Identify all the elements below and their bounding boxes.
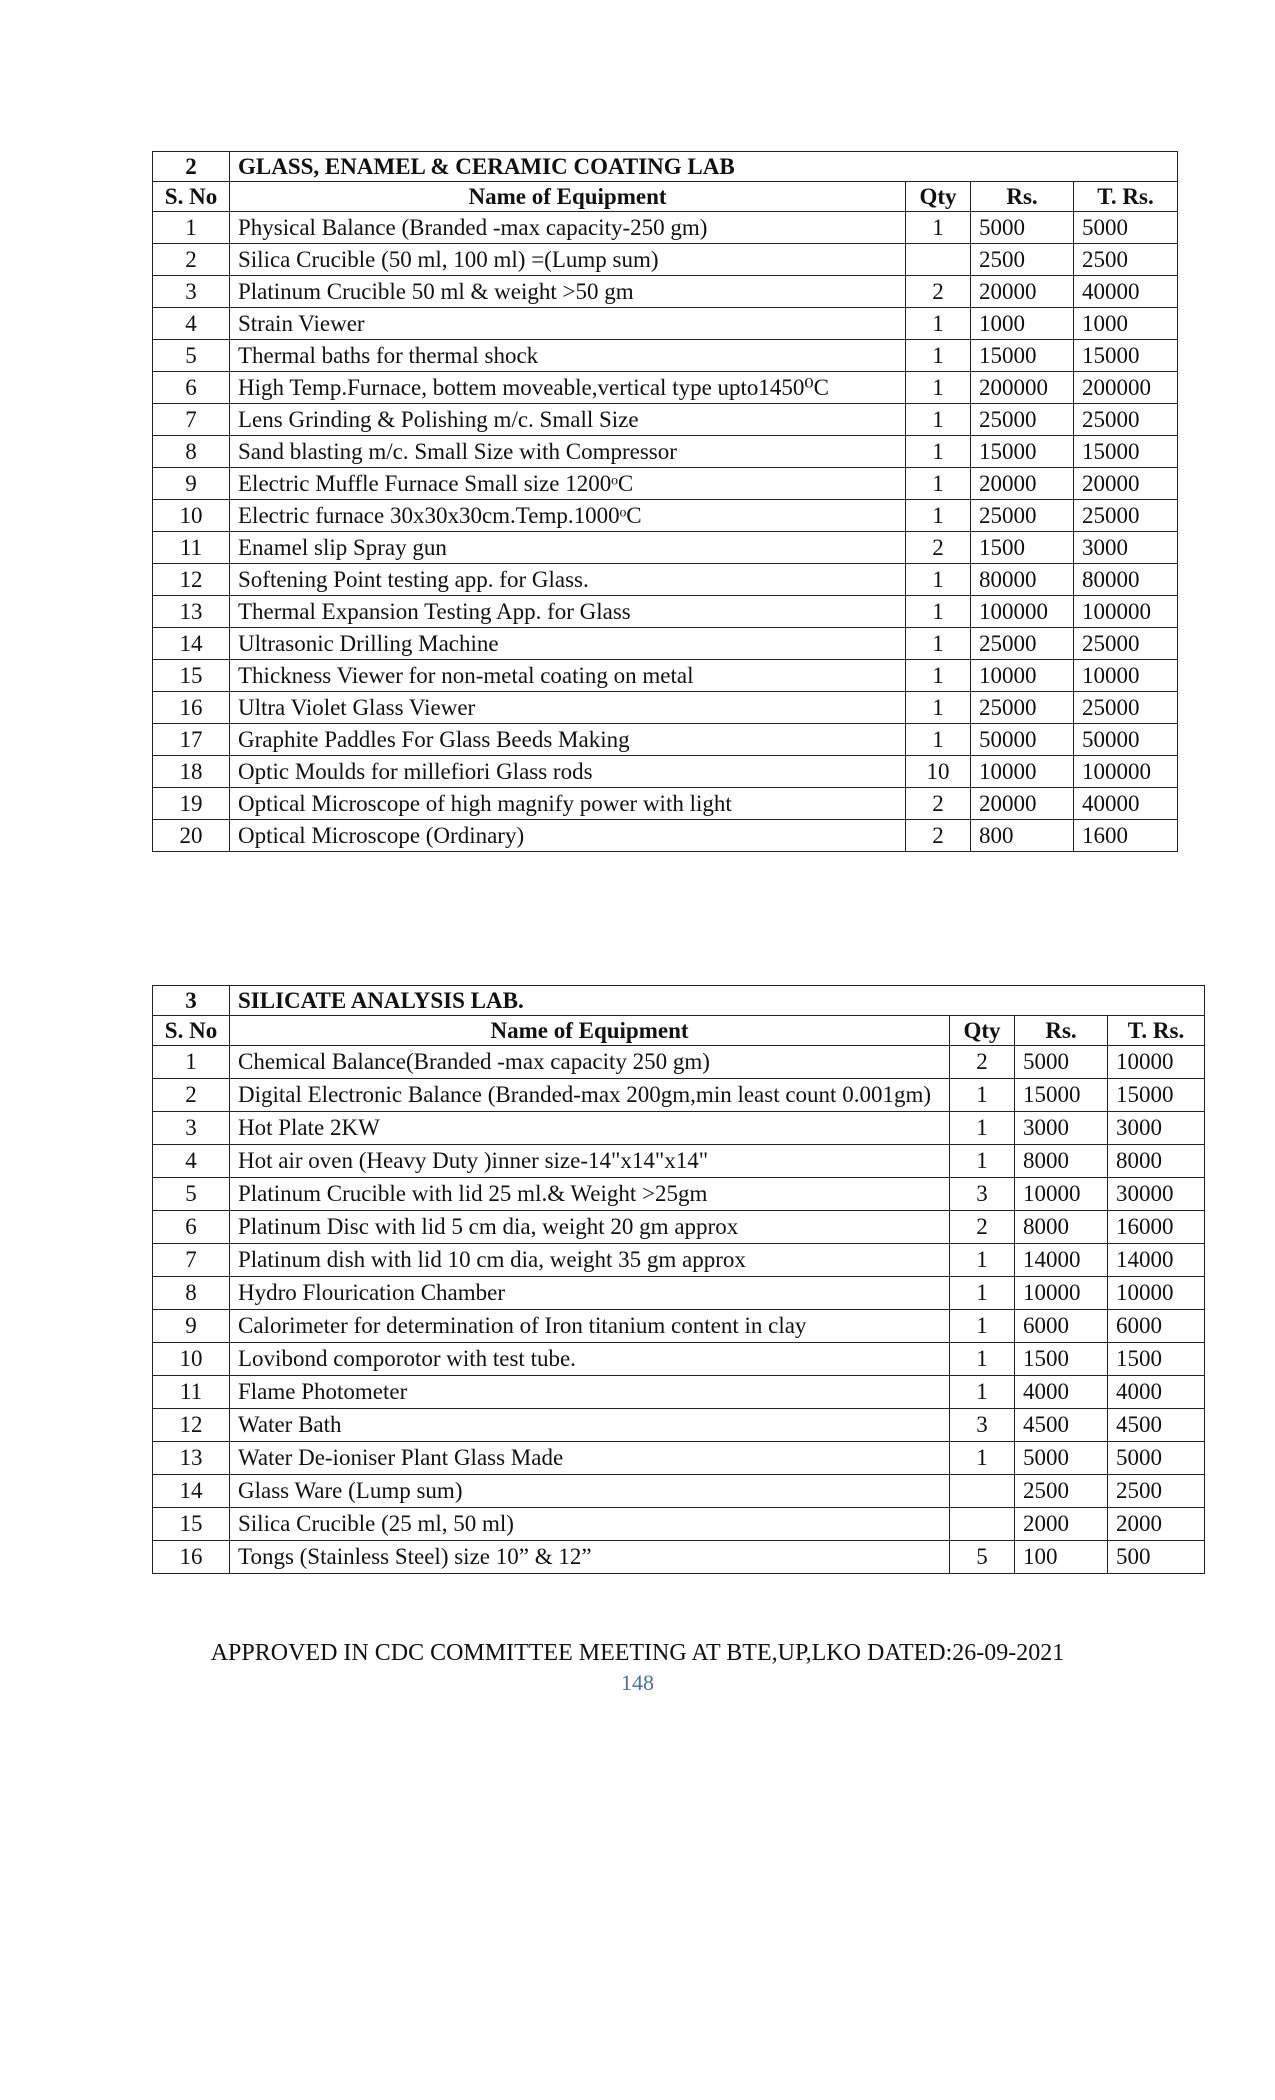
cell-sno: 2 — [153, 1079, 230, 1112]
cell-qty: 1 — [950, 1376, 1015, 1409]
cell-total: 14000 — [1108, 1244, 1205, 1277]
cell-total: 2000 — [1108, 1508, 1205, 1541]
cell-equipment-name: Electric furnace 30x30x30cm.Temp.1000ᵒC — [230, 500, 906, 532]
cell-sno: 1 — [153, 212, 230, 244]
cell-equipment-name: Hot Plate 2KW — [230, 1112, 950, 1145]
section-number: 3 — [153, 986, 230, 1016]
cell-equipment-name: Softening Point testing app. for Glass. — [230, 564, 906, 596]
cell-equipment-name: Platinum Crucible 50 ml & weight >50 gm — [230, 276, 906, 308]
cell-qty: 1 — [906, 404, 971, 436]
cell-total: 1600 — [1074, 820, 1178, 852]
cell-equipment-name: Thickness Viewer for non-metal coating on metal — [230, 660, 906, 692]
cell-equipment-name: Thermal baths for thermal shock — [230, 340, 906, 372]
cell-rate: 200000 — [971, 372, 1074, 404]
cell-equipment-name: High Temp.Furnace, bottem moveable,vertical type upto1450⁰C — [230, 372, 906, 404]
header-sno: S. No — [153, 1016, 230, 1046]
cell-qty: 1 — [906, 212, 971, 244]
cell-rate: 80000 — [971, 564, 1074, 596]
table-row — [153, 756, 1178, 788]
cell-equipment-name: Platinum dish with lid 10 cm dia, weight 35 gm approx — [230, 1244, 950, 1277]
table-row — [153, 1310, 1205, 1343]
cell-sno: 15 — [153, 660, 230, 692]
cell-qty: 1 — [906, 660, 971, 692]
cell-rate: 2500 — [971, 244, 1074, 276]
cell-sno: 7 — [153, 1244, 230, 1277]
cell-rate: 14000 — [1015, 1244, 1108, 1277]
cell-sno: 9 — [153, 1310, 230, 1343]
cell-rate: 10000 — [971, 756, 1074, 788]
cell-total: 500 — [1108, 1541, 1205, 1574]
cell-qty: 1 — [906, 436, 971, 468]
cell-qty: 1 — [906, 308, 971, 340]
cell-rate: 10000 — [1015, 1277, 1108, 1310]
cell-sno: 8 — [153, 436, 230, 468]
cell-qty — [906, 244, 971, 276]
cell-rate: 800 — [971, 820, 1074, 852]
section-title-row — [153, 986, 1205, 1016]
table-row — [153, 820, 1178, 852]
table-row — [153, 724, 1178, 756]
cell-equipment-name: Optic Moulds for millefiori Glass rods — [230, 756, 906, 788]
cell-qty: 1 — [906, 340, 971, 372]
cell-total: 3000 — [1074, 532, 1178, 564]
equipment-table-silicate-lab — [152, 985, 1205, 1574]
table-row — [153, 1079, 1205, 1112]
cell-total: 15000 — [1074, 436, 1178, 468]
cell-qty: 2 — [906, 532, 971, 564]
page-number: 148 — [621, 1670, 654, 1695]
table-row — [153, 276, 1178, 308]
cell-qty: 1 — [950, 1079, 1015, 1112]
cell-total: 4500 — [1108, 1409, 1205, 1442]
table-row — [153, 500, 1178, 532]
cell-rate: 1000 — [971, 308, 1074, 340]
cell-rate: 2000 — [1015, 1508, 1108, 1541]
cell-total: 16000 — [1108, 1211, 1205, 1244]
cell-rate: 25000 — [971, 404, 1074, 436]
cell-equipment-name: Lens Grinding & Polishing m/c. Small Size — [230, 404, 906, 436]
cell-equipment-name: Chemical Balance(Branded -max capacity 250 gm) — [230, 1046, 950, 1079]
cell-total: 40000 — [1074, 276, 1178, 308]
header-row — [153, 1016, 1205, 1046]
cell-total: 2500 — [1108, 1475, 1205, 1508]
cell-equipment-name: Graphite Paddles For Glass Beeds Making — [230, 724, 906, 756]
cell-qty — [950, 1475, 1015, 1508]
cell-qty: 10 — [906, 756, 971, 788]
cell-sno: 12 — [153, 564, 230, 596]
table-row — [153, 564, 1178, 596]
table-row — [153, 308, 1178, 340]
cell-equipment-name: Calorimeter for determination of Iron titanium content in clay — [230, 1310, 950, 1343]
cell-sno: 6 — [153, 1211, 230, 1244]
header-name: Name of Equipment — [230, 1016, 950, 1046]
table-row — [153, 1541, 1205, 1574]
cell-sno: 10 — [153, 1343, 230, 1376]
cell-rate: 10000 — [971, 660, 1074, 692]
cell-sno: 11 — [153, 1376, 230, 1409]
cell-equipment-name: Enamel slip Spray gun — [230, 532, 906, 564]
cell-rate: 8000 — [1015, 1145, 1108, 1178]
cell-rate: 6000 — [1015, 1310, 1108, 1343]
cell-equipment-name: Flame Photometer — [230, 1376, 950, 1409]
cell-equipment-name: Ultrasonic Drilling Machine — [230, 628, 906, 660]
cell-rate: 10000 — [1015, 1178, 1108, 1211]
cell-qty: 1 — [906, 692, 971, 724]
cell-rate: 1500 — [1015, 1343, 1108, 1376]
cell-rate: 100000 — [971, 596, 1074, 628]
cell-equipment-name: Water De-ioniser Plant Glass Made — [230, 1442, 950, 1475]
cell-sno: 17 — [153, 724, 230, 756]
cell-equipment-name: Strain Viewer — [230, 308, 906, 340]
cell-total: 5000 — [1074, 212, 1178, 244]
cell-qty: 3 — [950, 1178, 1015, 1211]
table-row — [153, 628, 1178, 660]
table-row — [153, 404, 1178, 436]
cell-qty: 1 — [950, 1244, 1015, 1277]
table-row — [153, 1277, 1205, 1310]
table-row — [153, 532, 1178, 564]
table-row — [153, 436, 1178, 468]
cell-total: 50000 — [1074, 724, 1178, 756]
header-trs: T. Rs. — [1074, 182, 1178, 212]
header-sno: S. No — [153, 182, 230, 212]
table-row — [153, 340, 1178, 372]
cell-qty: 1 — [906, 564, 971, 596]
cell-rate: 3000 — [1015, 1112, 1108, 1145]
cell-total: 10000 — [1108, 1046, 1205, 1079]
cell-total: 100000 — [1074, 756, 1178, 788]
cell-rate: 20000 — [971, 468, 1074, 500]
cell-total: 10000 — [1074, 660, 1178, 692]
cell-total: 25000 — [1074, 628, 1178, 660]
cell-sno: 2 — [153, 244, 230, 276]
cell-rate: 4500 — [1015, 1409, 1108, 1442]
cell-sno: 10 — [153, 500, 230, 532]
header-name: Name of Equipment — [230, 182, 906, 212]
cell-sno: 20 — [153, 820, 230, 852]
cell-rate: 25000 — [971, 500, 1074, 532]
table-row — [153, 1475, 1205, 1508]
table-row — [153, 1178, 1205, 1211]
cell-equipment-name: Silica Crucible (25 ml, 50 ml) — [230, 1508, 950, 1541]
cell-qty: 1 — [950, 1343, 1015, 1376]
cell-total: 2500 — [1074, 244, 1178, 276]
cell-qty: 1 — [906, 372, 971, 404]
cell-equipment-name: Hot air oven (Heavy Duty )inner size-14"x14"x14" — [230, 1145, 950, 1178]
cell-qty: 5 — [950, 1541, 1015, 1574]
cell-sno: 8 — [153, 1277, 230, 1310]
table-row — [153, 692, 1178, 724]
cell-total: 3000 — [1108, 1112, 1205, 1145]
cell-qty: 1 — [950, 1277, 1015, 1310]
cell-sno: 14 — [153, 628, 230, 660]
table-row — [153, 372, 1178, 404]
table-row — [153, 1409, 1205, 1442]
cell-total: 80000 — [1074, 564, 1178, 596]
cell-equipment-name: Digital Electronic Balance (Branded-max 200gm,min least count 0.001gm) — [230, 1079, 950, 1112]
cell-rate: 15000 — [971, 340, 1074, 372]
cell-total: 4000 — [1108, 1376, 1205, 1409]
cell-sno: 16 — [153, 1541, 230, 1574]
cell-equipment-name: Ultra Violet Glass Viewer — [230, 692, 906, 724]
table-body — [153, 152, 1178, 852]
cell-rate: 2500 — [1015, 1475, 1108, 1508]
cell-sno: 5 — [153, 340, 230, 372]
cell-total: 5000 — [1108, 1442, 1205, 1475]
cell-sno: 3 — [153, 1112, 230, 1145]
cell-rate: 1500 — [971, 532, 1074, 564]
table-row — [153, 212, 1178, 244]
header-rs: Rs. — [971, 182, 1074, 212]
header-qty: Qty — [950, 1016, 1015, 1046]
table-row — [153, 1112, 1205, 1145]
cell-total: 25000 — [1074, 404, 1178, 436]
cell-rate: 15000 — [1015, 1079, 1108, 1112]
table-row — [153, 1145, 1205, 1178]
table-row — [153, 788, 1178, 820]
section-title: SILICATE ANALYSIS LAB. — [230, 986, 1205, 1016]
cell-total: 25000 — [1074, 692, 1178, 724]
cell-equipment-name: Electric Muffle Furnace Small size 1200ᵒC — [230, 468, 906, 500]
equipment-table-glass-lab — [152, 151, 1178, 852]
cell-equipment-name: Optical Microscope (Ordinary) — [230, 820, 906, 852]
cell-equipment-name: Lovibond comporotor with test tube. — [230, 1343, 950, 1376]
cell-rate: 8000 — [1015, 1211, 1108, 1244]
cell-total: 6000 — [1108, 1310, 1205, 1343]
table-row — [153, 468, 1178, 500]
header-rs: Rs. — [1015, 1016, 1108, 1046]
table-row — [153, 1046, 1205, 1079]
cell-equipment-name: Hydro Flourication Chamber — [230, 1277, 950, 1310]
cell-sno: 4 — [153, 308, 230, 340]
cell-sno: 4 — [153, 1145, 230, 1178]
table-row — [153, 596, 1178, 628]
cell-sno: 18 — [153, 756, 230, 788]
cell-total: 40000 — [1074, 788, 1178, 820]
table-row — [153, 1244, 1205, 1277]
cell-qty: 2 — [950, 1046, 1015, 1079]
table-row — [153, 1442, 1205, 1475]
cell-qty: 1 — [950, 1112, 1015, 1145]
section-title: GLASS, ENAMEL & CERAMIC COATING LAB — [230, 152, 1178, 182]
cell-qty: 1 — [906, 724, 971, 756]
cell-equipment-name: Thermal Expansion Testing App. for Glass — [230, 596, 906, 628]
cell-rate: 5000 — [1015, 1442, 1108, 1475]
table-row — [153, 1508, 1205, 1541]
cell-total: 1000 — [1074, 308, 1178, 340]
cell-equipment-name: Optical Microscope of high magnify power with light — [230, 788, 906, 820]
cell-equipment-name: Silica Crucible (50 ml, 100 ml) =(Lump sum) — [230, 244, 906, 276]
cell-equipment-name: Platinum Disc with lid 5 cm dia, weight 20 gm approx — [230, 1211, 950, 1244]
table-row — [153, 244, 1178, 276]
cell-sno: 12 — [153, 1409, 230, 1442]
cell-equipment-name: Physical Balance (Branded -max capacity-250 gm) — [230, 212, 906, 244]
cell-qty: 1 — [906, 500, 971, 532]
cell-rate: 25000 — [971, 692, 1074, 724]
table-row — [153, 1376, 1205, 1409]
cell-rate: 4000 — [1015, 1376, 1108, 1409]
cell-rate: 5000 — [1015, 1046, 1108, 1079]
header-trs: T. Rs. — [1108, 1016, 1205, 1046]
cell-rate: 20000 — [971, 788, 1074, 820]
cell-qty: 1 — [906, 468, 971, 500]
cell-rate: 20000 — [971, 276, 1074, 308]
cell-qty: 2 — [906, 788, 971, 820]
cell-sno: 15 — [153, 1508, 230, 1541]
cell-rate: 25000 — [971, 628, 1074, 660]
cell-rate: 50000 — [971, 724, 1074, 756]
cell-sno: 13 — [153, 1442, 230, 1475]
section-title-row — [153, 152, 1178, 182]
cell-qty: 1 — [950, 1310, 1015, 1343]
cell-sno: 1 — [153, 1046, 230, 1079]
cell-sno: 13 — [153, 596, 230, 628]
cell-sno: 19 — [153, 788, 230, 820]
table-row — [153, 660, 1178, 692]
header-qty: Qty — [906, 182, 971, 212]
cell-qty: 1 — [906, 596, 971, 628]
cell-qty: 3 — [950, 1409, 1015, 1442]
cell-rate: 15000 — [971, 436, 1074, 468]
cell-total: 30000 — [1108, 1178, 1205, 1211]
approval-note: APPROVED IN CDC COMMITTEE MEETING AT BTE,UP,LKO DATED:26-09-2021 — [210, 1640, 1065, 1666]
section-number: 2 — [153, 152, 230, 182]
cell-total: 200000 — [1074, 372, 1178, 404]
cell-qty: 1 — [906, 628, 971, 660]
cell-equipment-name: Sand blasting m/c. Small Size with Compressor — [230, 436, 906, 468]
cell-qty: 2 — [906, 820, 971, 852]
cell-equipment-name: Glass Ware (Lump sum) — [230, 1475, 950, 1508]
cell-sno: 11 — [153, 532, 230, 564]
cell-total: 20000 — [1074, 468, 1178, 500]
cell-total: 25000 — [1074, 500, 1178, 532]
cell-qty: 1 — [950, 1145, 1015, 1178]
cell-equipment-name: Tongs (Stainless Steel) size 10” & 12” — [230, 1541, 950, 1574]
cell-rate: 5000 — [971, 212, 1074, 244]
cell-equipment-name: Water Bath — [230, 1409, 950, 1442]
cell-sno: 16 — [153, 692, 230, 724]
table-row — [153, 1211, 1205, 1244]
cell-sno: 6 — [153, 372, 230, 404]
cell-qty — [950, 1508, 1015, 1541]
cell-qty: 1 — [950, 1442, 1015, 1475]
header-row — [153, 182, 1178, 212]
cell-equipment-name: Platinum Crucible with lid 25 ml.& Weight >25gm — [230, 1178, 950, 1211]
cell-sno: 3 — [153, 276, 230, 308]
table-row — [153, 1343, 1205, 1376]
cell-total: 8000 — [1108, 1145, 1205, 1178]
cell-sno: 9 — [153, 468, 230, 500]
table-body — [153, 986, 1205, 1574]
cell-total: 100000 — [1074, 596, 1178, 628]
cell-total: 10000 — [1108, 1277, 1205, 1310]
cell-rate: 100 — [1015, 1541, 1108, 1574]
cell-total: 1500 — [1108, 1343, 1205, 1376]
cell-qty: 2 — [950, 1211, 1015, 1244]
cell-sno: 7 — [153, 404, 230, 436]
cell-sno: 5 — [153, 1178, 230, 1211]
cell-total: 15000 — [1074, 340, 1178, 372]
cell-sno: 14 — [153, 1475, 230, 1508]
cell-qty: 2 — [906, 276, 971, 308]
cell-total: 15000 — [1108, 1079, 1205, 1112]
